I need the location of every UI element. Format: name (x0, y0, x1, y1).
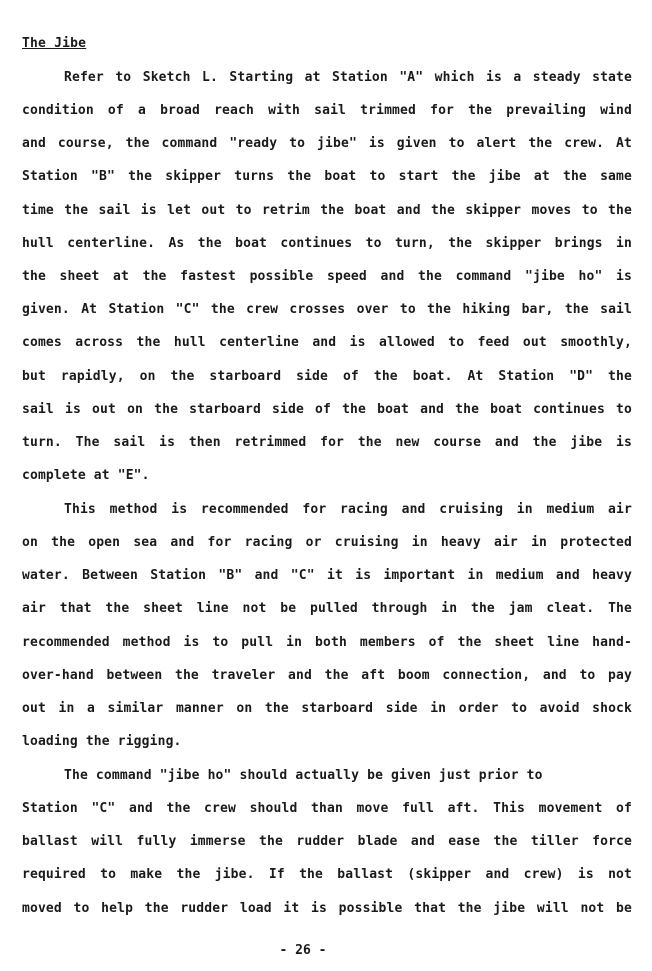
text-line: Station "B" the skipper turns the boat to start the jibe at the same (22, 169, 632, 184)
text-line: The command "jibe ho" should actually be given just prior to (64, 768, 543, 783)
text-line: on the open sea and for racing or cruising in heavy air in protected (22, 535, 632, 550)
text-line: and course, the command "ready to jibe" is given to alert the crew. At (22, 136, 632, 151)
text-line: comes across the hull centerline and is allowed to feed out smoothly, (22, 335, 632, 350)
text-line: the sheet at the fastest possible speed and the command "jibe ho" is (22, 269, 632, 284)
text-line: This method is recommended for racing and cruising in medium air (64, 502, 632, 517)
text-line: out in a similar manner on the starboard side in order to avoid shock (22, 701, 632, 716)
section-title: The Jibe (22, 36, 87, 51)
text-line: turn. The sail is then retrimmed for the new course and the jibe is (22, 435, 632, 450)
text-line: air that the sheet line not be pulled through in the jam cleat. The (22, 601, 632, 616)
text-line: time the sail is let out to retrim the boat and the skipper moves to the (22, 203, 632, 218)
text-line: given. At Station "C" the crew crosses over to the hiking bar, the sail (22, 302, 632, 317)
text-line: ballast will fully immerse the rudder blade and ease the tiller force (22, 834, 632, 849)
text-line: Station "C" and the crew should than move full aft. This movement of (22, 801, 632, 816)
text-line: moved to help the rudder load it is possible that the jibe will not be (22, 901, 632, 916)
text-line: but rapidly, on the starboard side of the boat. At Station "D" the (22, 369, 632, 384)
text-line: required to make the jibe. If the ballast (skipper and crew) is not (22, 867, 632, 882)
text-line: sail is out on the starboard side of the boat and the boat continues to (22, 402, 632, 417)
text-line: loading the rigging. (22, 734, 182, 749)
text-line: over-hand between the traveler and the aft boom connection, and to pay (22, 668, 632, 683)
text-line: hull centerline. As the boat continues to turn, the skipper brings in (22, 236, 632, 251)
text-line: recommended method is to pull in both members of the sheet line hand- (22, 635, 632, 650)
text-line: complete at "E". (22, 468, 150, 483)
text-line: Refer to Sketch L. Starting at Station "A" which is a steady state (64, 70, 632, 85)
text-line: water. Between Station "B" and "C" it is important in medium and heavy (22, 568, 632, 583)
page-number: - 26 - (279, 943, 327, 958)
text-line: condition of a broad reach with sail trimmed for the prevailing wind (22, 103, 632, 118)
